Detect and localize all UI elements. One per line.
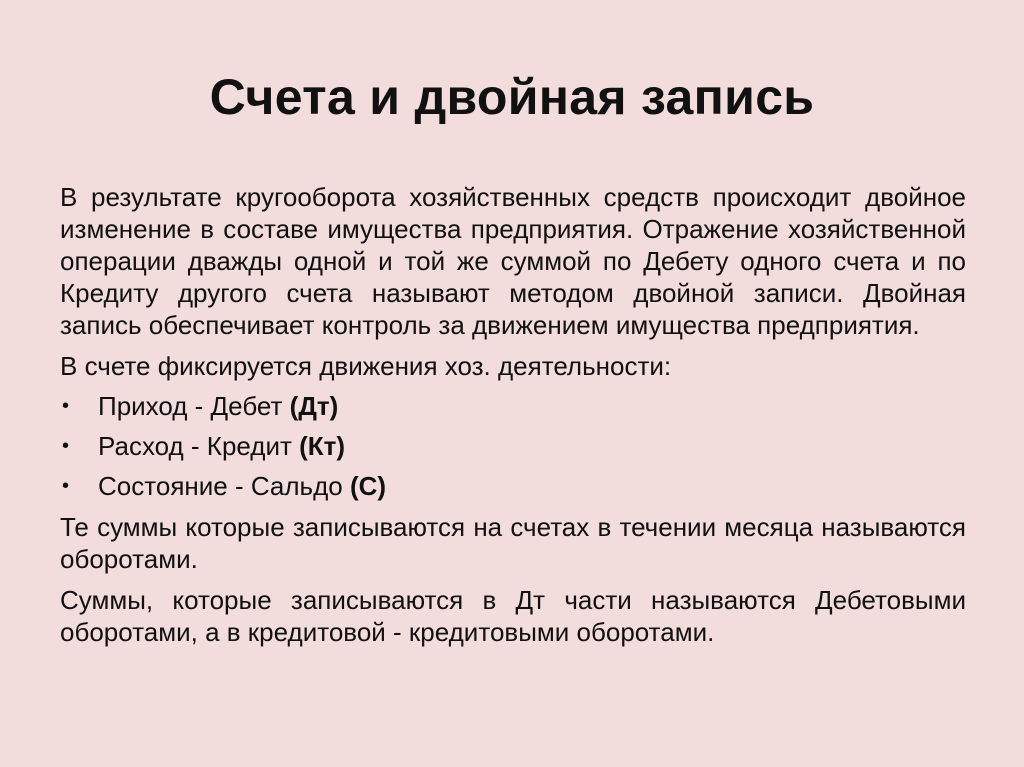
bullet-abbr: (Дт) — [289, 391, 339, 421]
bullet-dot-icon: • — [62, 475, 70, 497]
bullet-dot-icon: • — [62, 395, 70, 417]
bullet-item-balance — [60, 471, 966, 501]
paragraph-double-entry-definition: В результате кругооборота хозяйственных средств происходит двойное изменение в составе имущества предприятия. Отражение хозяйственной операции дважды одной и той же суммой по Дебету одного счета и по Кредиту другого счета называют методом двойной записи. Двойная запись обеспечивает контроль за движением имущества предприятия. — [60, 182, 966, 340]
bullet-abbr: (Кт) — [299, 431, 346, 461]
bullet-dot-icon: • — [62, 435, 70, 457]
bullet-list — [60, 391, 966, 501]
bullet-item-debit — [60, 391, 966, 421]
paragraph-account-movements: В счете фиксируется движения хоз. деятельности: — [60, 351, 672, 381]
bullet-abbr: (С) — [349, 471, 387, 501]
slide-title: Счета и двойная запись — [209, 69, 815, 125]
slide-body — [60, 181, 966, 657]
bullet-text: Состояние - Сальдо — [98, 471, 350, 501]
bullet-text: Приход - Дебет — [98, 391, 290, 421]
bullet-item-credit — [60, 431, 966, 461]
paragraph-debit-credit-turnovers: Суммы, которые записываются в Дт части называются Дебетовыми оборотами, а в кредитовой - кредитовыми оборотами. — [60, 585, 966, 647]
paragraph-turnovers: Те суммы которые записываются на счетах в течении месяца называются оборотами. — [60, 512, 966, 574]
bullet-text: Расход - Кредит — [98, 431, 300, 461]
